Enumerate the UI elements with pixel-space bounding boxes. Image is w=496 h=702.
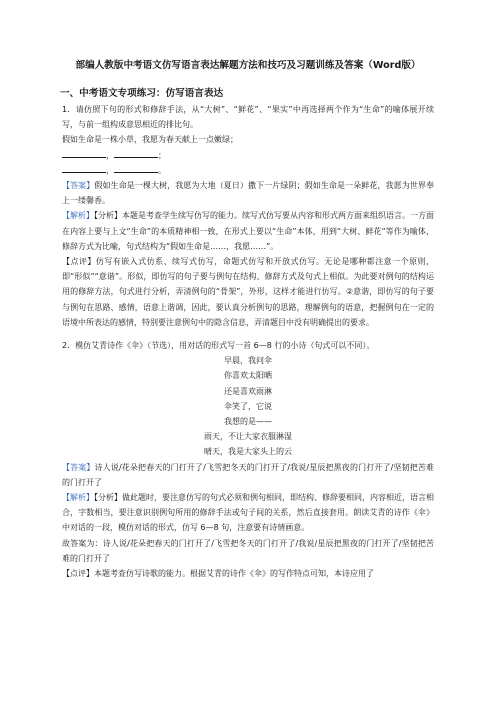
question-1-blank-line-2: ， 。 — [62, 163, 434, 178]
question-1-analysis: 【解析】【分析】本题是考查学生续写仿写的能力。续写式仿写要从内容和形式两方面来组织语言。一方面在内容上要与上文“生命”的本质精神相一致，在形式上要以“生命”本体，用到“大树、鲜花”等作为喻体，修辞方式为比喻，句式结构为“假如生命是……，我愿……”。 — [62, 211, 434, 251]
question-1-stem: 1．请仿照下句的形式和修辞手法，从“大树”、“鲜花”、“果实”中再选择两个作为“生命”的喻体展开续写，与前一组构成意思相近的排比句。 — [62, 105, 434, 130]
question-1-example: 假如生命是一株小草，我愿为春天献上一点嫩绿； — [62, 135, 238, 145]
poem-excerpt — [62, 353, 434, 459]
answer-blank — [62, 163, 106, 173]
question-1-comment: 【点评】仿写有嵌入式仿系、续写式仿写，命题式仿写和开放式仿写。无论是哪种都注意一个原则，即“形似”“意谐”。形似，即仿写的句子要与例句在结构、修辞方式及句式上相似。为此要对例句的结构运用的修辞方法，句式进行分析，弄清例句的“骨架”，外形，这样才能进行仿写。②意谐，即仿写的句子要与例句在思路、感情，语意上谐调，因此，要认真分析例句的思路，理解例句的语意，把握例句在一定的语境中所表达的感情，特别要注意例句中的隐含信息，弄清题目中没有明确提出的要求。 — [62, 257, 435, 327]
comment-tag: 【点评】 — [62, 569, 94, 579]
poem-line: 还是喜欢雨淋 — [224, 386, 272, 396]
comment-tag: 【点评】 — [62, 257, 96, 267]
section-heading: 一、中考语文专项练习：仿写语言表达 — [60, 88, 224, 99]
question-2-sample: 故答案为：诗人说/花朵把春天的门打开了/飞雪把冬天的门打开了/我说/星辰把黑夜的门打开了/坚韧把苦难的门打开了 — [62, 538, 434, 563]
answer-blank — [114, 163, 158, 173]
document-title: 部编人教版中考语文仿写语言表达解题方法和技巧及习题训练及答案（Word版） — [75, 60, 421, 71]
question-2-analysis: 【解析】【分析】做此题时，要注意仿写的句式必须和例句相同，即结构、修辞要相同，内容相近，语言相合，字数相当，要注意识别例句所用的修辞手法或句子间的关系，然后直接套用。朗读艾青的诗作《伞》中对话的一段，模仿对话的形式，仿写 6—8 句，注意要有诗情画意。 — [62, 493, 434, 533]
document-page — [62, 58, 434, 581]
question-1-answer: 【答案】假如生命是一棵大树，我愿为大地（夏日）撒下一片绿阴；假如生命是一朵鲜花，我愿为世界奉上一缕馨香。 — [62, 181, 434, 206]
question-2-answer: 【答案】诗人说/花朵把春天的门打开了/飞雪把冬天的门打开了/我说/星辰把黑夜的门打开了/坚韧把苦难的门打开了 — [62, 462, 434, 487]
poem-line: 晴天，我是大家头上的云 — [204, 447, 292, 457]
poem-line: 雨天，不让大家衣服淋湿 — [204, 432, 292, 442]
question-gap — [62, 330, 434, 338]
question-2-comment: 【点评】本题考查仿写诗歌的能力。根据艾青的诗作《伞》的写作特点可知，本诗应用了 — [62, 569, 374, 579]
poem-line: 伞笑了，它说 — [224, 401, 272, 411]
analysis-tag: 【解析】 — [62, 493, 94, 503]
answer-tag: 【答案】 — [62, 462, 95, 472]
answer-blank — [114, 148, 158, 158]
poem-line: 我想的是—— — [224, 417, 272, 427]
poem-line: 你喜欢太阳晒 — [224, 371, 272, 381]
question-2-stem: 2．模仿艾青诗作《伞》（节选），用对话的形式写一首 6—8 行的小诗（句式可以不同）。 — [62, 341, 375, 351]
question-1-blank-line-1: ， ； — [62, 148, 434, 163]
analysis-tag: 【解析】 — [62, 211, 94, 221]
answer-tag: 【答案】 — [62, 181, 95, 191]
answer-blank — [62, 148, 106, 158]
poem-line: 早晨，我问伞 — [224, 356, 272, 366]
